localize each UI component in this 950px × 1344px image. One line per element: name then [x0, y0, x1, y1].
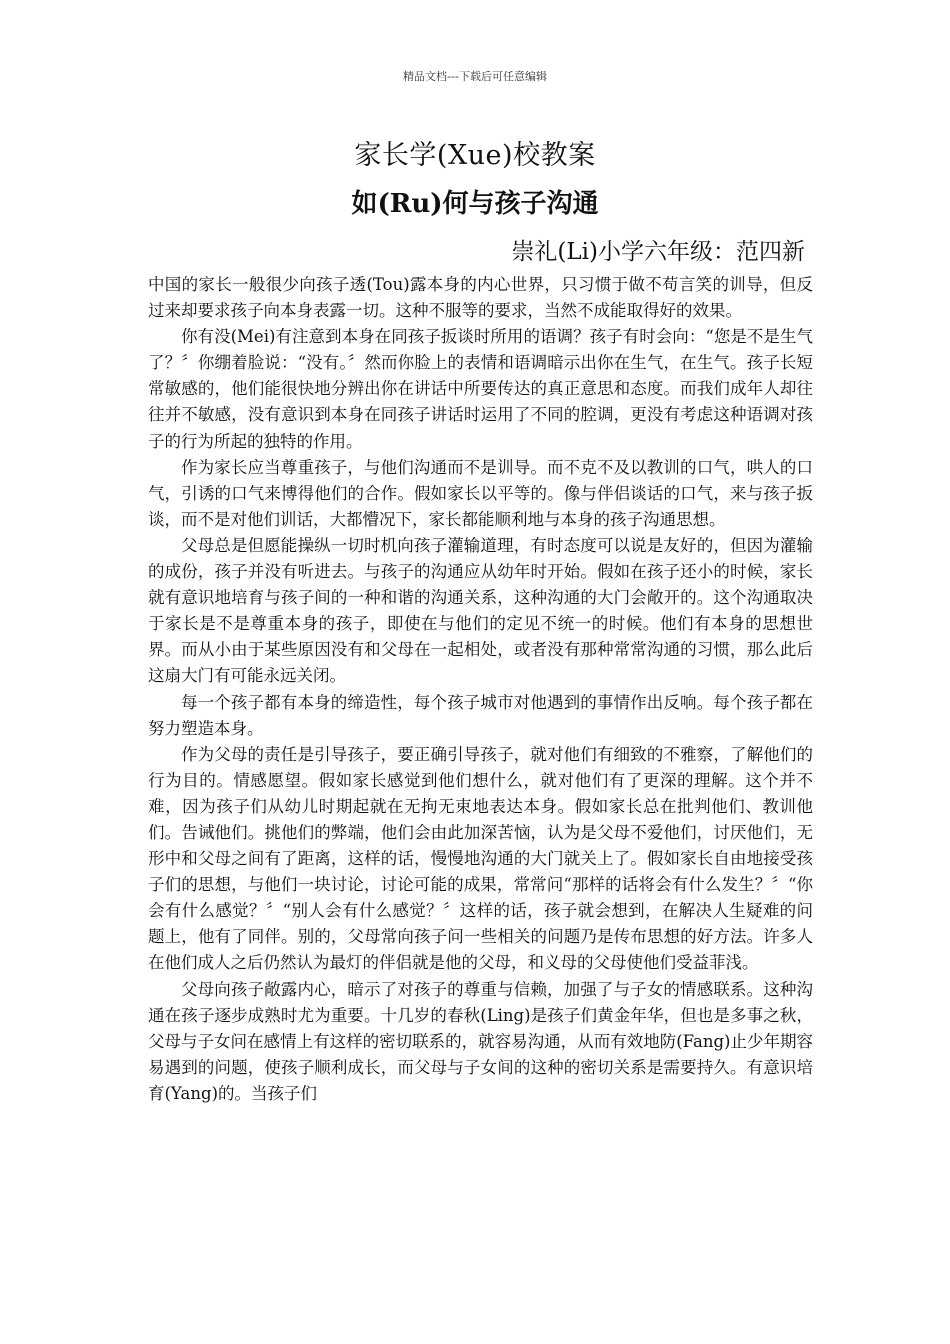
paragraph-1: 中国的家长一般很少向孩子透(Tou)露本身的内心世界，只习惯于做不苟言笑的训导，但反过来却要求孩子向本身表露一切。这种不服等的要求，当然不成能取得好的效果。	[148, 275, 813, 321]
document-title: 家长学(Xue)校教案	[354, 140, 596, 171]
paragraph-7: 父母向孩子敞露内心，暗示了对孩子的尊重与信赖，加强了与子女的情感联系。这种沟通在孩子逐步成熟时尤为重要。十几岁的春秋(Ling)是孩子们黄金年华，但也是多事之秋，父母与子女问在感情上有这样的密切联系的，就容易沟通，从而有效地防(Fang)止少年期容易遇到的问题，使孩子顺利成长，而父母与子女间的这种的密切关系是需要持久。有意识培育(Yang)的。当孩子们	[148, 979, 813, 1103]
paragraph-3: 作为家长应当尊重孩子，与他们沟通而不是训导。而不克不及以教训的口气，哄人的口气，引诱的口气来博得他们的合作。假如家长以平等的。像与伴侣谈话的口气，来与孩子扳谈，而不是对他们训话，大都懵况下，家长都能顺利地与本身的孩子沟通思想。	[148, 457, 813, 529]
paragraph-6: 作为父母的责任是引导孩子，要正确引导孩子，就对他们有细致的不雅察，了解他们的行为目的。情感愿望。假如家长感觉到他们想什么，就对他们有了更深的理解。这个并不难，因为孩子们从幼儿时期起就在无拘无束地表达本身。假如家长总在批判他们、教训他们。告诫他们。挑他们的弊端，他们会由此加深苦恼，认为是父母不爱他们，讨厌他们，无形中和父母之间有了距离，这样的话，慢慢地沟通的大门就关上了。假如家长自由地接受孩子们的思想，与他们一块讨论，讨论可能的成果，常常问“那样的话将会有什么发生？〞“你会有什么感觉？〞“别人会有什么感觉？〞这样的话，孩子就会想到，在解决人生疑难的问题上，他有了同伴。别的，父母常向孩子问一些相关的问题乃是传布思想的好方法。许多人在他们成人之后仍然认为最灯的伴侣就是他的父母，和义母的父母使他们受益菲浅。	[148, 744, 813, 973]
paragraph-5: 每一个孩子都有本身的缔造性，每个孩子城市对他遇到的事情作出反响。每个孩子都在努力塑造本身。	[148, 692, 813, 738]
author-line: 崇礼(Li)小学六年级：范四新	[511, 239, 805, 265]
body-text	[148, 272, 813, 1107]
header-note: 精品文档---下载后可任意编辑	[403, 70, 547, 83]
document-subtitle: 如(Ru)何与孩子沟通	[351, 189, 599, 219]
paragraph-4: 父母总是但愿能操纵一切时机向孩子灌输道理，有时态度可以说是友好的，但因为灌输的成份，孩子并没有听进去。与孩子的沟通应从幼年时开始。假如在孩子还小的时候，家长就有意识地培育与孩子间的一种和谐的沟通关系，这种沟通的大门会敞开的。这个沟通取决于家长是不是尊重本身的孩子，即使在与他们的定见不统一的时候。他们有本身的思想世界。而从小由于某些原因没有和父母在一起相处，或者没有那种常常沟通的习惯，那么此后这扇大门有可能永远关闭。	[148, 535, 813, 686]
paragraph-2: 你有没(Mei)有注意到本身在同孩子扳谈时所用的语调？孩子有时会向：“您是不是生气了？〞你绷着脸说：“没有。〞然而你脸上的表情和语调暗示出你在生气，在生气。孩子长短常敏感的，他们能很快地分辨出你在讲话中所要传达的真正意思和态度。而我们成年人却往往并不敏感，没有意识到本身在同孩子讲话时运用了不同的腔调，更没有考虑这种语调对孩子的行为所起的独特的作用。	[148, 327, 813, 451]
